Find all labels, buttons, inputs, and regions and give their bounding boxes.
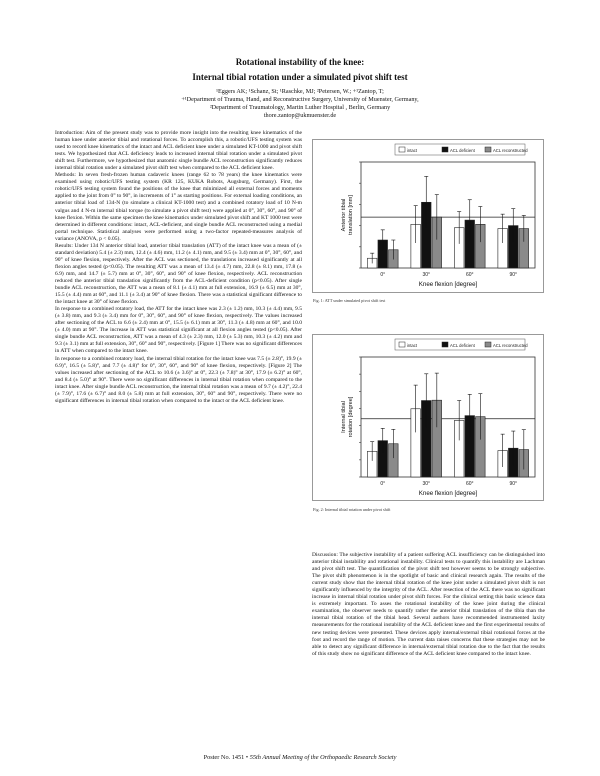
legend-swatch: [485, 342, 491, 347]
x-tick-label: 30°: [422, 481, 431, 487]
figure-1: [312, 139, 544, 293]
legend-label: ACL reconstructed: [493, 343, 528, 348]
results-rotation-paragraph: In response to a combined rotatory load, the internal tibial rotation for the intact knee was 7.5 (± 2.8)°, 19.9 (± 6.9)°, 16.5 (± 5.8)°, and 7.7 (± 4.8)° for 0°, 30°, 60°, and 90° of knee flexion, respectively. [Figure 2] The values increased after sectioning of the ACL to 10.6 (± 3.6)° at 0°, 22.3 (± 7.8)° at 30°, 17.9 (± 6.2)° at 60°, and 8.4 (± 5.0)° at 90°. There were no significant differences in internal tibial rotation when compared to the intact knee. After single bundle ACL reconstruction, the internal tibial rotation was a mean of 9.7 (± 4.2)°, 22.4 (± 7.9)°, 17.6 (± 6.7)° and 8.0 (± 5.8) mm at full extension, 30°, 60° and 90°, respectively. There were no significant differences in internal tibial rotation when compared to the intact or the ACL deficient knee.: [55, 355, 302, 404]
figure-2-caption: Fig. 2: Internal tibial rotation under pivot shift: [313, 507, 391, 512]
title-line-2: Internal tibial rotation under a simulated pivot shift test: [192, 72, 408, 82]
affiliation-2: ²Department of Traumatology, Martin Luther Hospital , Berlin, Germany: [209, 104, 391, 111]
x-tick-label: 90°: [509, 481, 518, 487]
results-paragraph: Results: Under 134 N anterior tibial load, anterior tibial translation (ATT) of the intact knee was a mean of (± standard deviation) 5.4 (± 2.3) mm, 12.4 (± 4.6) mm, 11.2 (± 4.1) mm, and 9.5 (± 3.4) mm at 0°, 30°, 60°, and 90° of knee flexion, respectively. After the ACL was sectioned, the translations increased significantly at all flexion angles tested (p<0.05). The resulting ATT was a mean of 13.4 (± 4.7) mm, 22.8 (± 8.1) mm, 17.8 (± 6.9) mm, and 14.7 (± 5.7) mm at 0°, 30°, 60°, and 90° of knee flexion, respectively. ACL reconstruction reduced the anterior tibial translation significantly from the ACL-deficient condition (p<0.05). After single bundle ACL reconstruction, the ATT was a mean of 8.1 (± 4.1) mm at full extension, 16.9 (± 6.5) mm at 30°, 15.5 (± 4.4) mm at 60°, and 11.1 (± 3.4) at 90° of knee flexion. There was a statistical significant difference to the intact knee at 30° of knee flexion.: [55, 242, 302, 306]
authors: ¹Eggers AK; ¹Schanz, St; ¹Raschke, MJ; ²Petersen, W.; +¹Zantop, T;: [216, 88, 384, 95]
introduction-paragraph: Introduction: Aim of the present study was to provide more insight into the resulting knee kinematics of the human knee under anterior tibial and rotational forces. To accomplish this, a robotic/UFS testing system was used to record knee kinematics of the intact and ACL deficient knee under a simulated KT-1000 and pivot shift tests. We hypothesized that ACL deficiency leads to increased internal tibial rotation under a simulated pivot shift test. Furthermore, we hypothesized that anatomic single bundle ACL reconstruction significantly reduces internal tibial rotation under a simulated pivot shift test when compared to the ACL deficient knee.: [55, 130, 302, 172]
legend-label: ACL deficient: [450, 148, 475, 153]
x-tick-label: 0°: [380, 272, 386, 278]
x-tick-label: 30°: [422, 272, 431, 278]
legend-swatch: [442, 147, 448, 152]
affiliation-1: +¹Department of Trauma, Hand, and Reconstructive Surgery, University of Muenster, Germany,: [181, 96, 419, 103]
y-axis-label-line: Internal tibial: [341, 401, 347, 433]
contact-email: thore.zantop@ukmuenster.de: [263, 112, 337, 119]
legend: [395, 339, 528, 350]
figure-2-chart: [313, 335, 545, 502]
y-axis-label-line: translation [mm]: [348, 195, 354, 235]
y-axis-label: [341, 195, 354, 235]
legend: [395, 144, 528, 155]
right-column: [312, 552, 545, 658]
footer: [0, 754, 600, 761]
figure-1-caption: Fig. 1: ATT under simulated pivot shift test: [313, 298, 386, 303]
x-axis-label: Knee flexion [degree]: [418, 490, 478, 497]
x-tick-label: 90°: [509, 272, 518, 278]
legend-swatch: [442, 342, 448, 347]
left-column: [55, 130, 302, 405]
methods-paragraph: Methods: In seven fresh-frozen human cadaveric knees (range 62 to 78 years) the knee kinematics were examined using robotic/UFS testing system (KR 125, KUKA Robots, Augsburg, Germany). First, the robotic/UFS testing system found the positions of the knee that minimized all external forces and moments applied to the joint from 0° to 90°, in increments of 1° as starting positions. For external loading conditions, an anterior tibial load of 134-N (to simulate a clinical KT-1000 test) and a combined rotatory load of 10 N-m valgus and 4 N-m internal tibial torque (to simulate a pivot shift test) were applied at 0°, 30°, 60°, and 90° of knee flexion. Within the same specimen the knee kinematics under simulated pivot shift and KT 1000 test were determined in different conditions: intact, ACL-deficient, and single bundle ACL reconstructed using a medial portal technique. Statistical analyses were performed using a two-factor repeated-measures analysis of variance (ANOVA, p < 0.05).: [55, 172, 302, 242]
results-rotatory-att-paragraph: In response to a combined rotatory load, the ATT for the intact knee was 2.3 (± 1.2) mm, 10.3 (± 4.4) mm, 9.5 (± 3.8) mm, and 9.3 (± 3.4) mm for 0°, 30°, 60°, and 90° of knee flexion, respectively. The values increased after sectioning of the ACL to 6.6 (± 2.4) mm at 0°, 15.5 (± 6.1) mm at 30°, 11.3 (± 4.8) mm at 60°, and 10.0 (± 4.0) mm at 90°. The increase in ATT was statistical significant at all flexion angles tested (p<0.05). After single bundle ACL reconstruction, ATT was a mean of 4.3 (± 2.3) mm, 12.0 (± 5.3) mm, 10.3 (± 4.2) mm and 9.3 (± 3.1) mm at full extension, 30°, 60° and 90°, respectively. [Figure 1] There was no significant differences in ATT when compared to the intact knee.: [55, 306, 302, 355]
conference-name: 55th Annual Meeting of the Orthopaedic Research Society: [249, 754, 397, 761]
x-tick-label: 60°: [465, 481, 474, 487]
x-tick-label: 0°: [380, 481, 386, 487]
legend-label: intact: [407, 343, 418, 348]
y-axis-label-line: Anterior tibial: [341, 198, 347, 232]
legend-label: intact: [407, 148, 418, 153]
poster-number: Poster No. 1451 •: [203, 754, 249, 761]
title-line-1: Rotational instability of the knee:: [235, 57, 365, 67]
x-tick-label: 60°: [465, 272, 474, 278]
y-axis-label: [341, 396, 354, 437]
legend-swatch: [399, 342, 405, 347]
y-axis-label-line: rotation [degree]: [348, 396, 354, 438]
discussion-paragraph: Discussion: The subjective instability of a patient suffering ACL insufficiency can be distinguished into anterior tibial instability and rotational instability. Clinical tests to quantify this instability are Lachman and pivot shift test. The quantification of the pivot shift test however seems to be strongly subjective. The pivot shift phenomenon is in the spotlight of basic and clinical research again. The results of the current study show that the internal tibial rotation of the knee joint under a simulated pivot shift is not significantly influenced by the integrity of the ACL. After resection of the ACL there was no significant increase in internal tibial rotation under pivot shift forces. For the clinical setting this basic science data is extremely important. To asses the rotational instability of the knee joint during the clinical examination, the observer needs to quantify rather the anterior tibial translation of the tibia than the internal tibial rotation of the tibial head. Several authors have recommended instrumented laxity measurements for the rotational instability of the ACL deficient knee and the first experimental results of new testing devices were presented. These devices apply internal/external tibial rotational forces at the foot and record the range of motion. The current data raises concerns that these strategies may not be able to detect any significant difference in internal/external tibial rotation due to the fact that the results of this study show no significant difference of the ACL deficient knee compared to the intact knee.: [312, 552, 545, 657]
legend-swatch: [399, 147, 405, 152]
x-axis-label: Knee flexion [degree]: [418, 281, 478, 288]
legend-label: ACL deficient: [450, 343, 475, 348]
figure-2: [312, 334, 544, 501]
figure-1-chart: [313, 140, 545, 294]
legend-swatch: [485, 147, 491, 152]
legend-label: ACL reconstructed: [493, 148, 528, 153]
